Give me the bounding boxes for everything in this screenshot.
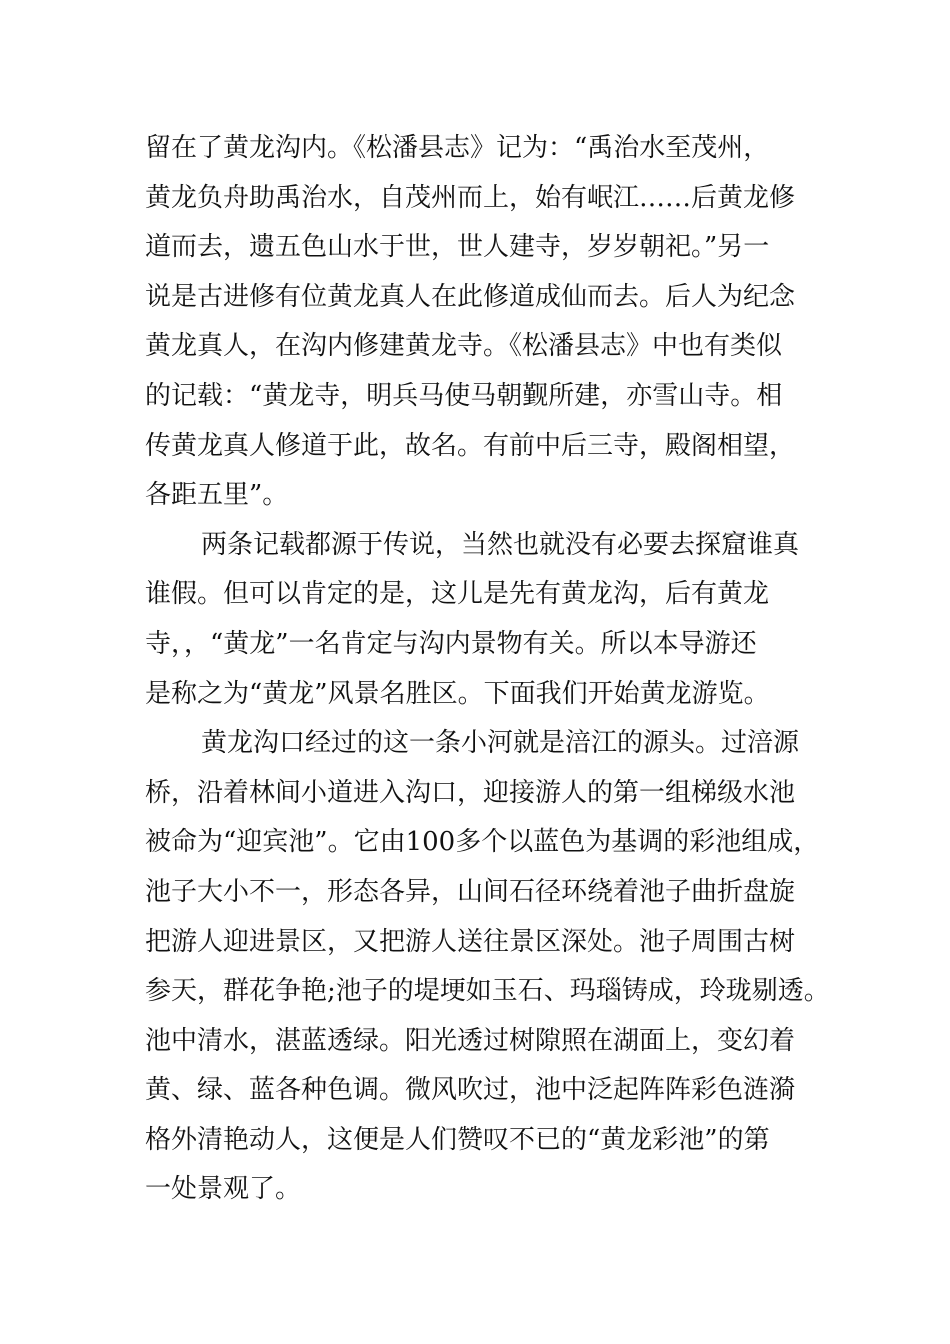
paragraph-start-line: 黄龙沟口经过的这一条小河就是涪江的源头。过涪源 — [201, 728, 800, 759]
text-line: 参天，群花争艳;池子的堤埂如玉石、玛瑙铸成，玲珑剔透。 — [145, 976, 830, 1007]
text-line: 是称之为“黄龙”风景名胜区。下面我们开始黄龙游览。 — [145, 678, 770, 709]
text-line: 道而去，遗五色山水于世，世人建寺，岁岁朝祀。”另一 — [145, 232, 770, 263]
text-line: 寺，，“黄龙”一名肯定与沟内景物有关。所以本导游还 — [145, 628, 757, 659]
text-line: 谁假。但可以肯定的是，这儿是先有黄龙沟，后有黄龙 — [145, 579, 770, 610]
text-line: 池中清水，湛蓝透绿。阳光透过树隙照在湖面上，变幻着 — [145, 1025, 796, 1056]
text-line: 桥，沿着林间小道进入沟口，迎接游人的第一组梯级水池 — [145, 777, 796, 808]
text-line: 黄、绿、蓝各种色调。微风吹过，池中泛起阵阵彩色涟漪 — [145, 1075, 796, 1106]
text-line: 的记载：“黄龙寺，明兵马使马朝觐所建，亦雪山寺。相 — [145, 380, 783, 411]
text-line: 说是古进修有位黄龙真人在此修道成仙而去。后人为纪念 — [145, 281, 796, 312]
text-line: 把游人迎进景区，又把游人送往景区深处。池子周围古树 — [145, 926, 796, 957]
text-line: 被命为“迎宾池”。它由100多个以蓝色为基调的彩池组成， — [145, 827, 820, 858]
body-text — [145, 128, 830, 1219]
text-line: 传黄龙真人修道于此，故名。有前中后三寺，殿阁相望， — [145, 430, 796, 461]
text-line: 黄龙负舟助禹治水，自茂州而上，始有岷江……后黄龙修 — [145, 182, 796, 213]
text-line: 留在了黄龙沟内。《松潘县志》记为：“禹治水至茂州， — [145, 133, 770, 163]
text-line: 各距五里”。 — [145, 480, 289, 511]
paragraph-start-line: 两条记载都源于传说，当然也就没有必要去探窟谁真 — [201, 529, 800, 560]
text-line: 一处景观了。 — [145, 1174, 302, 1205]
text-line: 黄龙真人，在沟内修建黄龙寺。《松潘县志》中也有类似 — [145, 331, 783, 362]
text-line: 格外清艳动人，这便是人们赞叹不已的“黄龙彩池”的第 — [145, 1124, 770, 1155]
text-line: 池子大小不一，形态各异，山间石径环绕着池子曲折盘旋 — [145, 876, 796, 907]
